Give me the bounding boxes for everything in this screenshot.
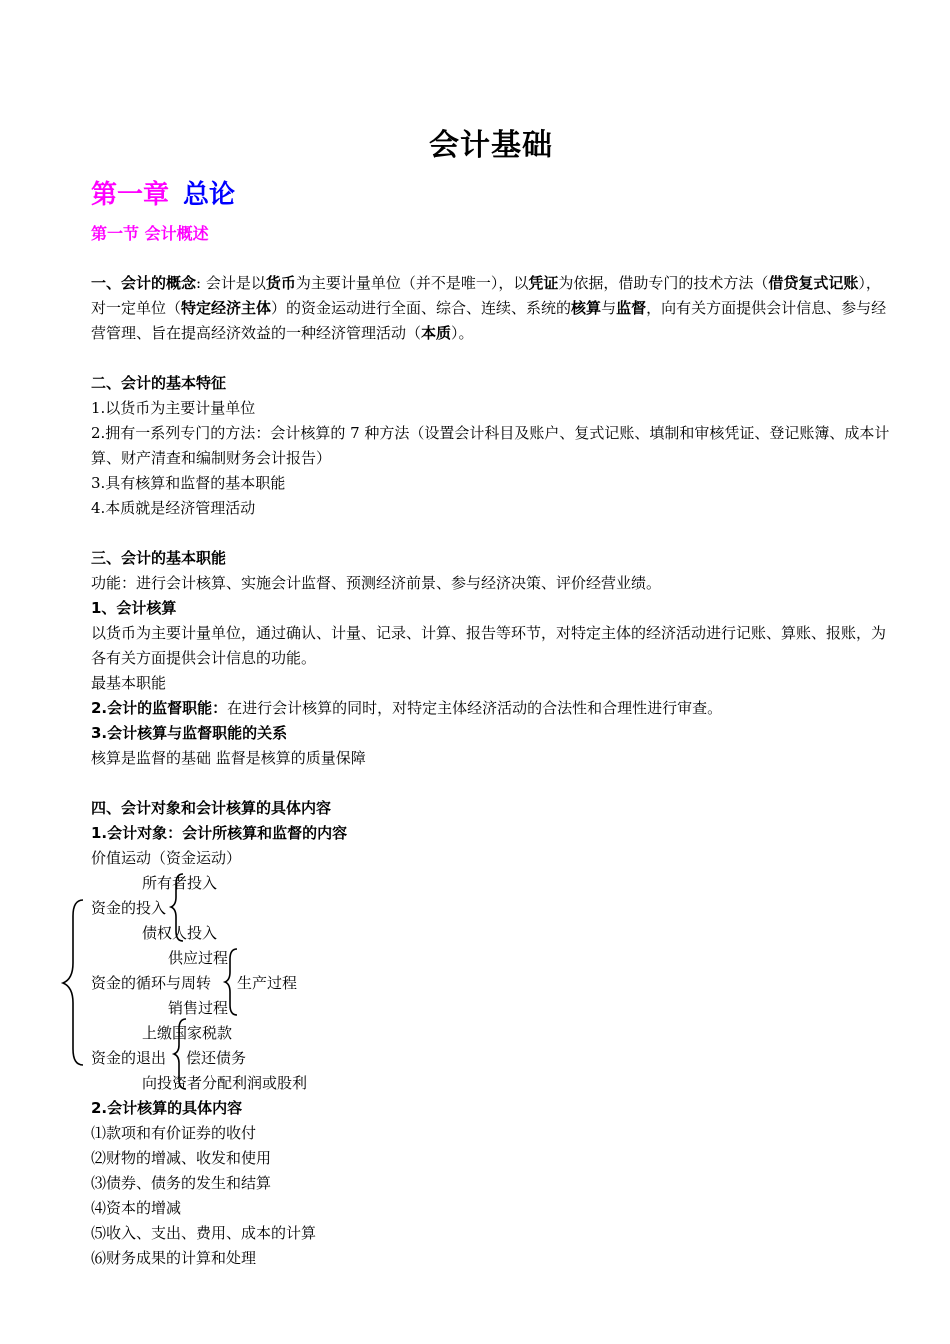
relation-text: 核算是监督的基础 监督是核算的质量保障 (91, 749, 366, 767)
text-run: 与 (601, 299, 617, 317)
accounting-note: 最基本职能 (91, 674, 167, 692)
content-item: ⑴款项和有价证券的收付 (91, 1124, 257, 1142)
content-item: ⑹财务成果的计算和处理 (91, 1249, 257, 1267)
chapter-heading (91, 176, 235, 214)
tree-node-creditor-investment: 债权人投入 (142, 924, 218, 942)
accounting-text: 以货币为主要计量单位，通过确认、计量、记录、计算、报告等环节，对特定主体的经济活动进行记账、算账、报账，为各有关方面提供会计信息的功能。 (91, 624, 887, 667)
tree-node-owner-investment: 所有者投入 (142, 874, 218, 892)
document-body (91, 271, 891, 1271)
feature-item: 3.具有核算和监督的基本职能 (91, 474, 286, 492)
spacer (91, 521, 891, 546)
bold-run: 核算 (571, 299, 602, 317)
accounting-subheading: 1、会计核算 (91, 599, 177, 617)
tree-node-sales: 销售过程 (168, 999, 229, 1017)
tree-node-debt-repay: 偿还债务 (186, 1049, 247, 1067)
relation-subheading: 3.会计核算与监督职能的关系 (91, 724, 288, 742)
content-item: ⑸收入、支出、费用、成本的计算 (91, 1224, 317, 1242)
functions-text: 功能：进行会计核算、实施会计监督、预测经济前景、参与经济决策、评价经营业绩。 (91, 574, 662, 592)
tree-node-fund-cycle: 资金的循环与周转 (91, 974, 212, 992)
fund-movement-tree (91, 871, 891, 1096)
text-run: ）的资金运动进行全面、综合、连续、系统的 (271, 299, 572, 317)
features-heading: 二、会计的基本特征 (91, 374, 227, 392)
tree-node-fund-exit: 资金的退出 (91, 1049, 167, 1067)
text-run: ），对一定单位（ (91, 274, 881, 317)
tree-node-taxes: 上缴国家税款 (142, 1024, 233, 1042)
concept-heading: 一、会计的概念 (91, 274, 197, 292)
content-item: ⑶债券、债务的发生和结算 (91, 1174, 272, 1192)
objects-subheading: 1.会计对象：会计所核算和监督的内容 (91, 824, 348, 842)
value-movement: 价值运动（资金运动） (91, 849, 242, 867)
text-run: ）。 (451, 324, 474, 342)
tree-node-production: 生产过程 (237, 974, 298, 992)
supervision-heading: 2.会计的监督职能： (91, 699, 228, 717)
functions-heading: 三、会计的基本职能 (91, 549, 227, 567)
section-heading: 第一节 会计概述 (91, 224, 209, 243)
bold-run: 监督 (616, 299, 647, 317)
outer-brace (63, 900, 83, 1065)
chapter-number: 第一章 (91, 180, 170, 210)
chapter-name: 总论 (183, 180, 236, 210)
tree-node-fund-input: 资金的投入 (91, 899, 167, 917)
text-run: 为依据，借助专门的技术方法（ (558, 274, 769, 292)
bold-run: 借贷复式记账 (768, 274, 859, 292)
feature-item: 4.本质就是经济管理活动 (91, 499, 256, 517)
supervision-paragraph (91, 696, 891, 721)
spacer (91, 346, 891, 371)
bold-run: 本质 (421, 324, 452, 342)
bold-run: 特定经济主体 (181, 299, 272, 317)
spacer (91, 771, 891, 796)
tree-node-supply: 供应过程 (168, 949, 229, 967)
feature-item: 2.拥有一系列专门的方法：会计核算的 7 种方法（设置会计科目及账户、复式记账、填制和审核凭证、登记账簿、成本计算、财产清查和编制财务会计报告） (91, 424, 890, 467)
document-title: 会计基础 (429, 128, 553, 163)
text-run: 为主要计量单位（并不是唯一），以 (295, 274, 529, 292)
bold-run: 货币 (265, 274, 296, 292)
supervision-text: 在进行会计核算的同时，对特定主体经济活动的合法性和合理性进行审查。 (227, 699, 723, 717)
text-run: : 会计是以 (196, 274, 266, 292)
text-run: ，向有关方面提供会计信息、参与经营管理、旨在提高经济效益的一种经济管理活动（ (91, 299, 887, 342)
content-subheading: 2.会计核算的具体内容 (91, 1099, 243, 1117)
feature-item: 1.以货币为主要计量单位 (91, 399, 256, 417)
tree-node-dividends: 向投资者分配利润或股利 (142, 1074, 308, 1092)
objects-heading: 四、会计对象和会计核算的具体内容 (91, 799, 332, 817)
content-item: ⑵财物的增减、收发和使用 (91, 1149, 272, 1167)
content-item: ⑷资本的增减 (91, 1199, 182, 1217)
concept-paragraph (91, 271, 891, 346)
bold-run: 凭证 (528, 274, 559, 292)
